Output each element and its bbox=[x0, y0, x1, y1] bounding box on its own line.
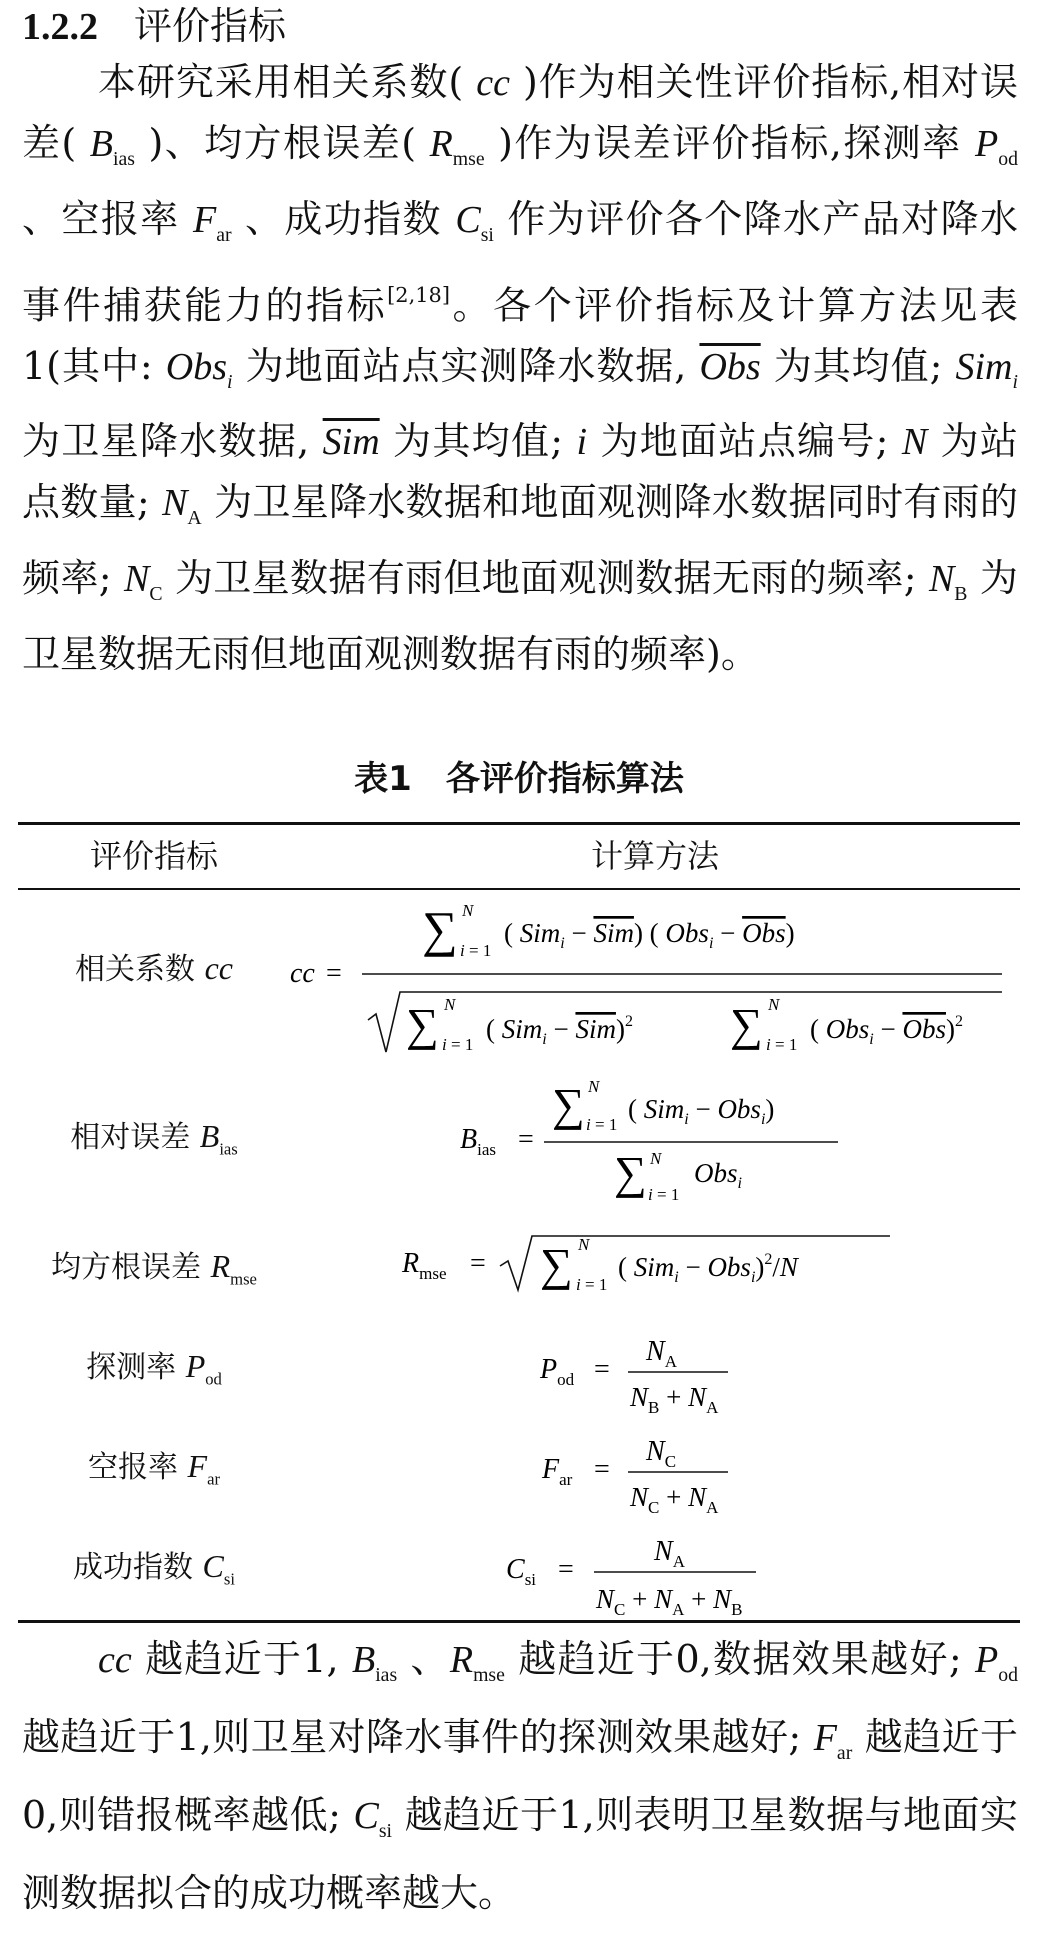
svg-text:NB + NA: $N_B + N_A$ bbox=[630, 1382, 719, 1416]
svg-text:Bias: $B_{ias}$ bbox=[460, 1124, 496, 1159]
svg-text:NC + NA + NB: $N_C + N_A + N_B$ bbox=[596, 1584, 743, 1618]
text: 本研究采用相关系数( bbox=[98, 60, 464, 104]
symbol-i: i bbox=[576, 421, 588, 464]
text: 为其均值; bbox=[393, 419, 564, 464]
svg-text:cc: cc bbox=[290, 958, 315, 989]
svg-text:( Simi − Sim)2: ( Sim$_i$ − Sim)$^2$ bbox=[486, 1013, 633, 1048]
intro-paragraph bbox=[22, 52, 1018, 684]
symbol-nc: $N_C$ bbox=[123, 558, 163, 606]
svg-text:∑: ∑ bbox=[406, 999, 439, 1050]
table-bottom-rule bbox=[18, 1620, 1020, 1623]
svg-text:N: N bbox=[588, 1077, 600, 1096]
svg-text:N: N bbox=[578, 1235, 590, 1254]
text: 、 bbox=[410, 1637, 450, 1681]
symbol-cc: cc bbox=[98, 1639, 132, 1681]
symbol-pod: $P_{od}$ bbox=[975, 123, 1019, 170]
text: 为卫星数据有雨但地面观测数据无雨的频率; bbox=[174, 556, 917, 601]
symbol-na: $N_A$ bbox=[162, 482, 202, 530]
formula-far bbox=[290, 1426, 1020, 1516]
symbol-sim-mean: $\overline{Sim}$ bbox=[322, 421, 380, 464]
symbol-far: $F_{ar}$ bbox=[813, 1716, 853, 1764]
svg-text:i = 1: i = 1 bbox=[460, 941, 492, 960]
svg-text:( Obsi − Obs)2: ( Obs$_i$ − Obs)$^2$ bbox=[810, 1013, 963, 1048]
svg-text:NC: $N_C$ bbox=[646, 1436, 677, 1471]
svg-text:i = 1: i = 1 bbox=[586, 1115, 618, 1134]
table-header-rule bbox=[18, 888, 1020, 890]
symbol-n: N bbox=[901, 421, 928, 464]
text: )作为误差评价指标,探测率 bbox=[498, 121, 962, 165]
table-row-label: 空报率 $F_{ar}$ bbox=[87, 1448, 220, 1489]
svg-text:N: N bbox=[462, 901, 474, 920]
section-title: 评价指标 bbox=[134, 4, 287, 48]
svg-text:=: = bbox=[594, 1354, 610, 1385]
svg-text:Csi: $C_{si}$ bbox=[506, 1554, 537, 1589]
svg-text:∑: ∑ bbox=[552, 1079, 585, 1130]
symbol-cc: cc bbox=[476, 62, 510, 104]
svg-text:=: = bbox=[594, 1454, 610, 1485]
svg-text:∑: ∑ bbox=[422, 901, 458, 957]
svg-text:Obsi: Obs$_i$ bbox=[694, 1158, 742, 1192]
svg-text:=: = bbox=[518, 1124, 534, 1155]
svg-text:NA: $N_A$ bbox=[646, 1336, 677, 1371]
citation: [2,18] bbox=[387, 282, 450, 307]
svg-text:=: = bbox=[470, 1248, 486, 1279]
text: 为其均值; bbox=[773, 343, 943, 388]
text: 为卫星降水数据, bbox=[22, 419, 310, 464]
table-caption: 表1 各评价指标算法 bbox=[354, 759, 684, 799]
text: 、成功指数 bbox=[245, 196, 442, 241]
table-row-label: 探测率 $P_{od}$ bbox=[86, 1348, 222, 1389]
symbol-obs-mean: $\overline{Obs}$ bbox=[699, 345, 761, 388]
svg-text:( Simi − Obsi): ( Sim$_i$ − Obs$_i$) bbox=[628, 1094, 775, 1128]
svg-text:∑: ∑ bbox=[730, 999, 763, 1050]
svg-text:i = 1: i = 1 bbox=[648, 1185, 680, 1202]
svg-text:Rmse: $R_{mse}$ bbox=[402, 1248, 447, 1283]
table-header-metric: 评价指标 bbox=[89, 837, 218, 875]
svg-text:( Simi − Obsi)2/N: ( Sim$_i$ − Obs$_i$)$^2$/N bbox=[618, 1251, 798, 1286]
section-number: 1.2.2 bbox=[22, 6, 98, 48]
table-row-label: 相对误差 $B_{ias}$ bbox=[70, 1118, 238, 1159]
svg-text:i = 1: i = 1 bbox=[576, 1275, 608, 1294]
text: 越趋近于0,数据效果越好; bbox=[518, 1637, 962, 1681]
section-heading bbox=[22, 0, 286, 53]
text: 。各个评价指标及计算方法见表1(其中: bbox=[22, 283, 1018, 388]
svg-text:NC + NA: $N_C + N_A$ bbox=[630, 1482, 719, 1516]
symbol-pod: $P_{od}$ bbox=[975, 1639, 1018, 1686]
text: )、均方根误差( bbox=[148, 121, 417, 165]
symbol-far: $F_{ar}$ bbox=[192, 198, 232, 246]
formula-csi bbox=[290, 1524, 1020, 1618]
symbol-bias: $B_{ias}$ bbox=[89, 123, 135, 170]
symbol-obs-i: Obs$_i$ bbox=[165, 345, 233, 393]
symbol-nb: $N_B$ bbox=[928, 558, 968, 606]
svg-text:Far: $F_{ar}$ bbox=[542, 1454, 573, 1489]
text: 为地面站点编号; bbox=[600, 419, 889, 464]
symbol-csi: $C_{si}$ bbox=[455, 198, 494, 246]
svg-text:( Simi − Sim) ( Obsi − Obs): ( Sim$_i$ − Sim) ( Obs$_i$ − Obs) bbox=[504, 918, 795, 952]
conclusion-paragraph bbox=[22, 1628, 1018, 1924]
text: 作为评价各个降水产品对降水事件捕获能力的指标 bbox=[22, 196, 1018, 328]
svg-text:N: N bbox=[768, 995, 780, 1014]
svg-text:N: N bbox=[444, 995, 456, 1014]
symbol-rmse: $R_{mse}$ bbox=[449, 1639, 505, 1686]
text: 为卫星数据无雨但地面观测数据有雨的频率)。 bbox=[22, 556, 1018, 677]
text: 为卫星降水数据和地面观测降水数据同时有雨的频率; bbox=[22, 480, 1018, 601]
table-row-label: 成功指数 $C_{si}$ bbox=[73, 1548, 235, 1589]
formula-rmse bbox=[290, 1226, 1020, 1306]
svg-text:∑: ∑ bbox=[540, 1239, 573, 1290]
formula-pod bbox=[290, 1326, 1020, 1416]
text: 越趋近于1,则表明卫星数据与地面实测数据拟合的成功概率越大。 bbox=[22, 1792, 1018, 1915]
svg-text:∑: ∑ bbox=[614, 1147, 647, 1198]
svg-text:=: = bbox=[326, 958, 342, 989]
svg-text:i = 1: i = 1 bbox=[766, 1035, 798, 1054]
table-top-rule bbox=[18, 822, 1020, 825]
text: 为地面站点实测降水数据, bbox=[245, 343, 687, 388]
symbol-csi: $C_{si}$ bbox=[353, 1794, 392, 1842]
svg-text:=: = bbox=[558, 1554, 574, 1585]
text: 越趋近于1,则卫星对降水事件的探测效果越好; bbox=[22, 1714, 802, 1759]
table-row-label: 相关系数 cc bbox=[75, 950, 233, 987]
text: 、空报率 bbox=[22, 196, 180, 241]
svg-text:i = 1: i = 1 bbox=[442, 1035, 474, 1054]
text: 越趋近于1, bbox=[145, 1637, 339, 1681]
text: )作为相关性评价指标,相对误差( bbox=[22, 60, 1018, 165]
symbol-bias: $B_{ias}$ bbox=[351, 1639, 398, 1686]
text: 为站点数量; bbox=[22, 419, 1018, 525]
formula-bias bbox=[290, 1076, 1020, 1202]
table-row-label: 均方根误差 $R_{mse}$ bbox=[51, 1248, 257, 1289]
formula-cc bbox=[290, 896, 1020, 1066]
svg-text:N: N bbox=[650, 1149, 662, 1168]
table-header-method: 计算方法 bbox=[590, 837, 719, 875]
svg-text:Pod: $P_{od}$ bbox=[540, 1354, 575, 1389]
svg-text:NA: $N_A$ bbox=[654, 1536, 685, 1571]
symbol-sim-i: Sim$_i$ bbox=[955, 345, 1018, 393]
symbol-rmse: $R_{mse}$ bbox=[429, 123, 485, 170]
text: 越趋近于0,则错报概率越低; bbox=[22, 1714, 1018, 1837]
